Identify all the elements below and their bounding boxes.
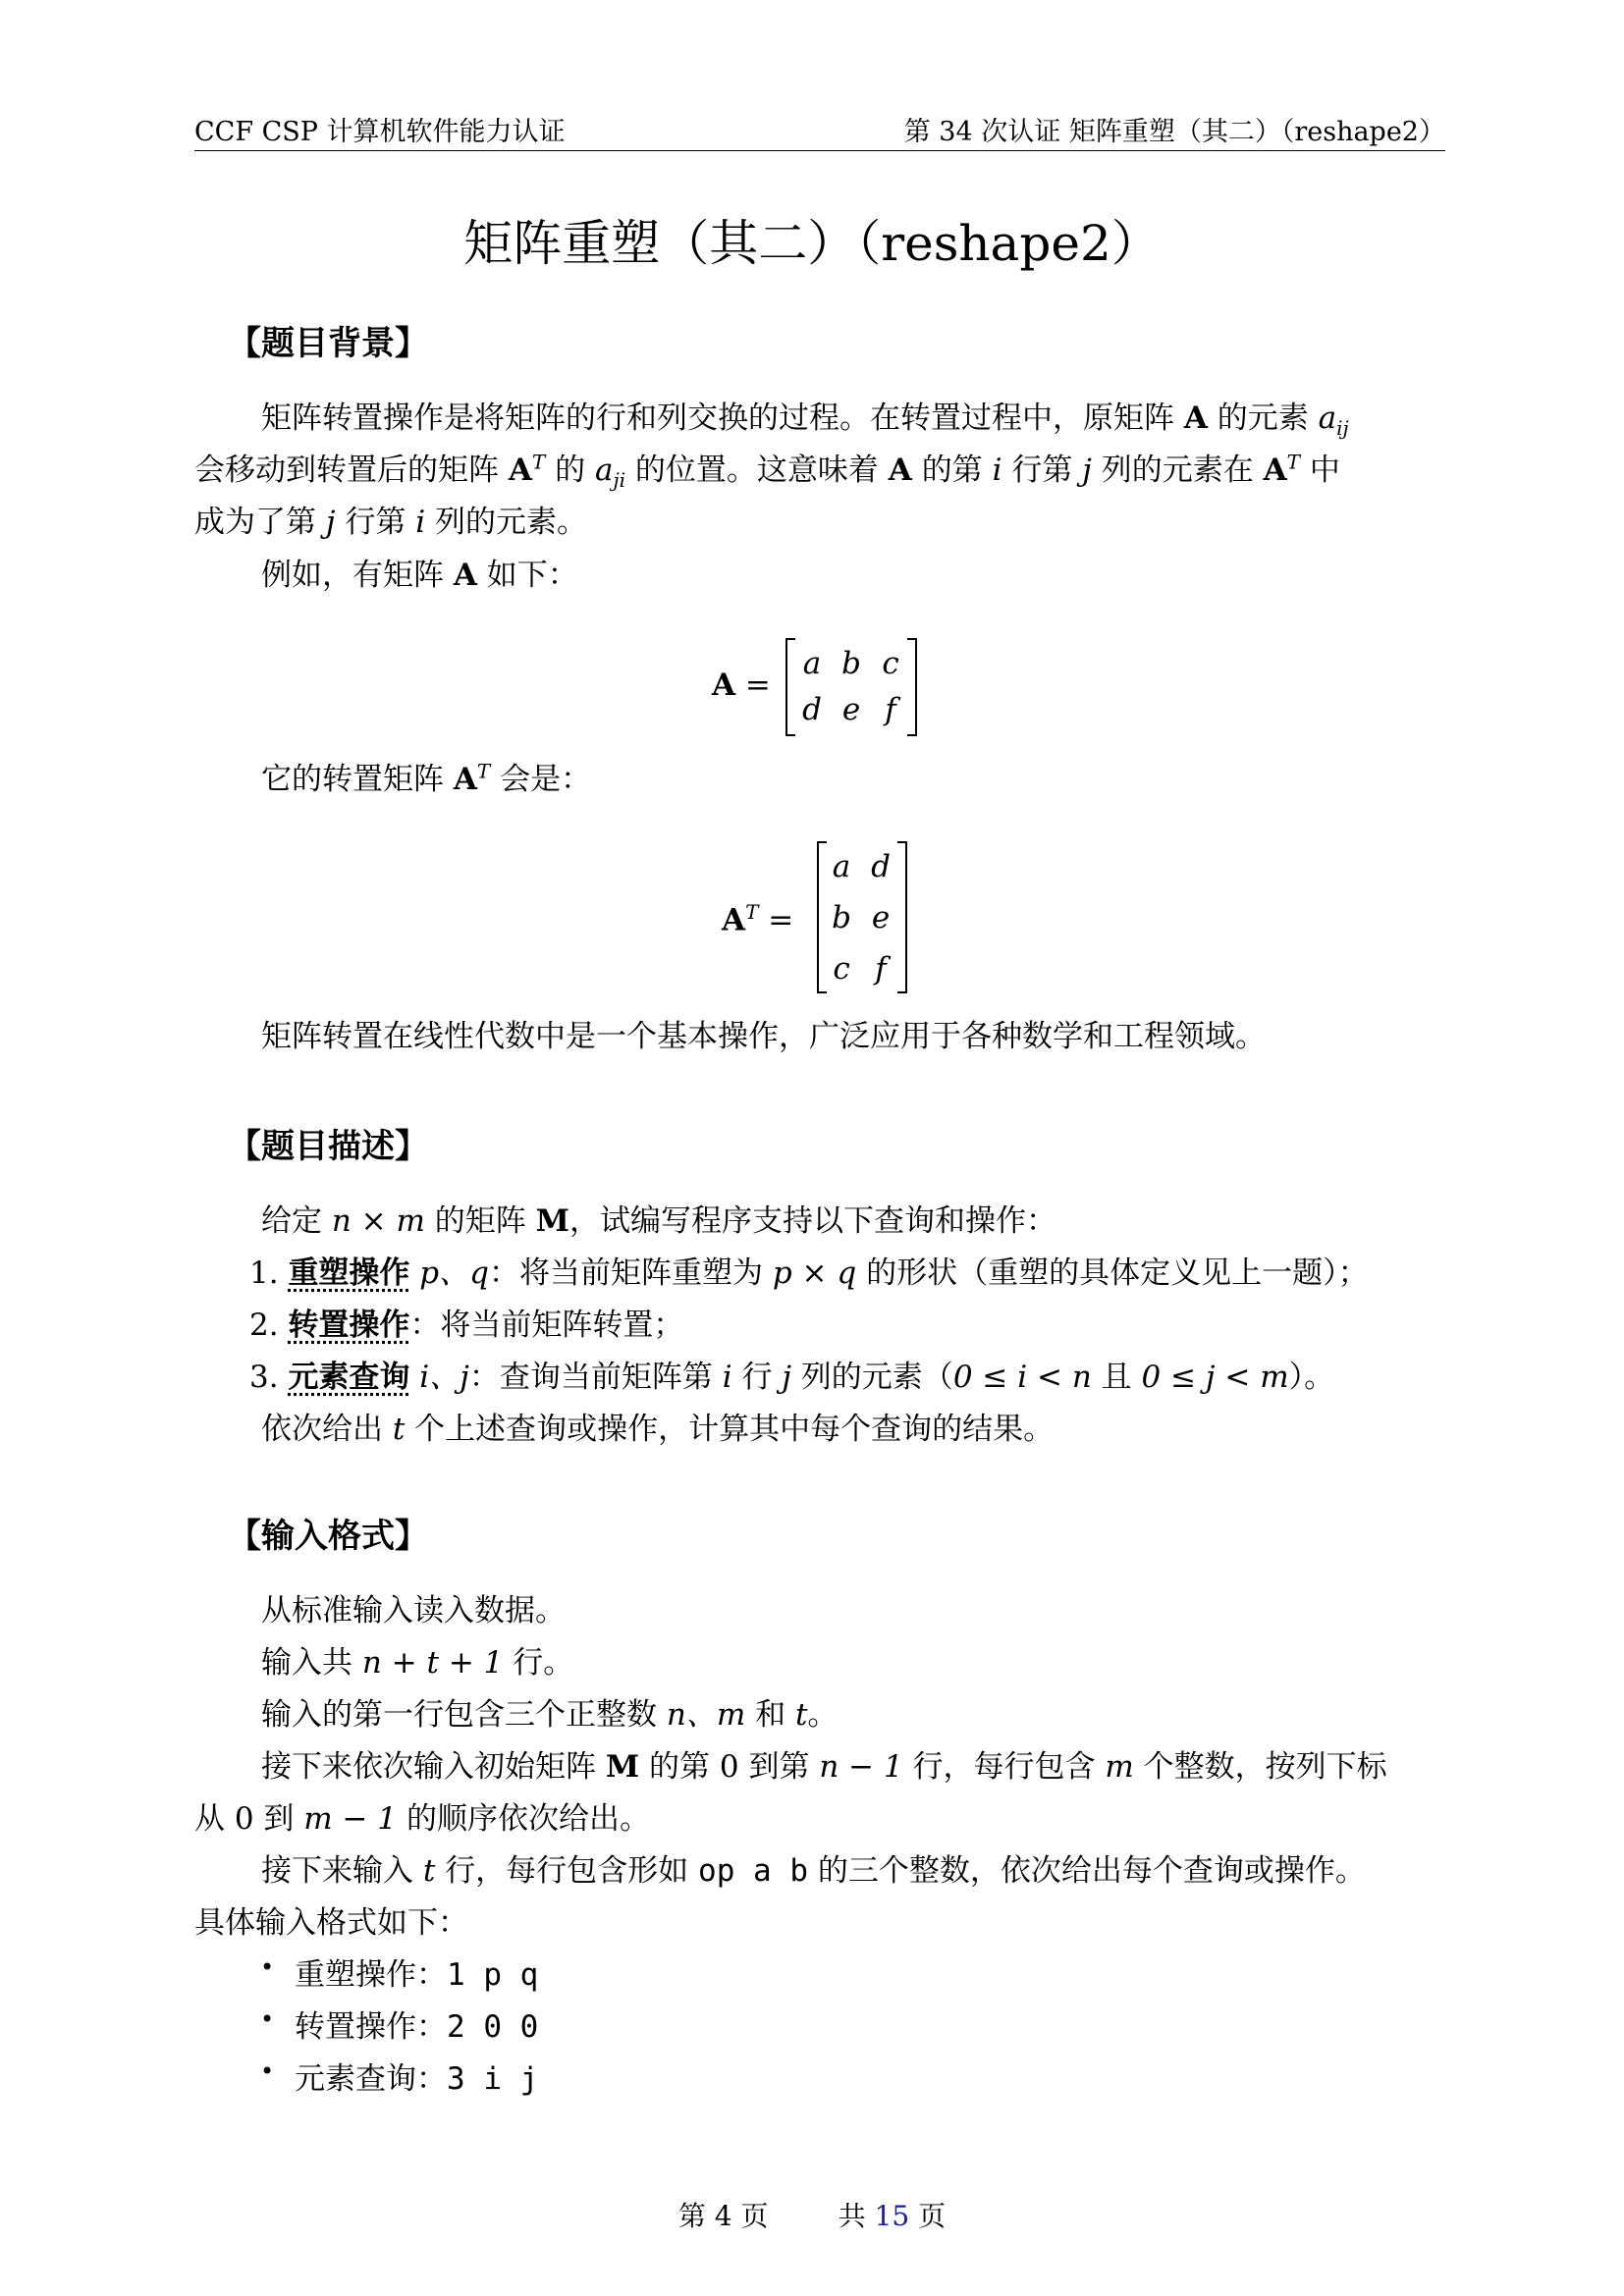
description-item-transpose: 2. 转置操作：将当前矩阵转置；: [249, 1308, 684, 1343]
input-line-7: 具体输入格式如下：: [194, 1905, 468, 1941]
background-paragraph-line-1: 矩阵转置操作是将矩阵的行和列交换的过程。在转置过程中，原矩阵 A 的元素 $a_{ij}$: [261, 400, 1349, 441]
matrix-AT-cell: e: [871, 900, 891, 935]
matrix-A-cell: a: [802, 646, 822, 681]
description-item-reshape: 1. 重塑操作 p、q：将当前矩阵重塑为 p × q 的形状（重塑的具体定义见上一题）；: [249, 1255, 1369, 1291]
matrix-A-cell: b: [841, 646, 861, 681]
matrix-AT-cell: c: [833, 951, 850, 987]
background-paragraph-line-3: 成为了第 j 行第 i 列的元素。: [194, 505, 587, 540]
section-heading-description: 【题目描述】: [228, 1127, 428, 1166]
matrix-AT: [817, 841, 907, 993]
description-item-query: 3. 元素查询 i、j：查询当前矩阵第 i 行 j 列的元素（0 ≤ i < n 且 0 ≤ j < m）。: [249, 1360, 1335, 1395]
bullet-marker: •: [260, 2005, 275, 2033]
input-line-6: 接下来输入 t 行，每行包含形如 op a b 的三个整数，依次给出每个查询或操作。: [261, 1853, 1366, 1889]
background-paragraph-line-2: 会移动到转置后的矩阵 $A^T$ 的 $a_{ji}$ 的位置。这意味着 A 的第 i 行第 j 列的元素在 $A^T$ 中: [194, 450, 1340, 493]
bullet-marker: •: [260, 1953, 275, 1981]
header-left: CCF CSP 计算机软件能力认证: [194, 117, 566, 147]
input-line-1: 从标准输入读入数据。: [261, 1593, 566, 1629]
input-line-5: 从 0 到 m − 1 的顺序依次给出。: [194, 1801, 650, 1837]
matrix-AT-cell: a: [832, 849, 851, 884]
example-intro: 例如，有矩阵 A 如下：: [261, 558, 578, 593]
matrix-AT-cell: f: [875, 951, 887, 987]
matrix-AT-cell: d: [871, 849, 891, 884]
header-rule: [194, 150, 1445, 151]
input-bullet-reshape: 重塑操作：1 p q: [295, 1957, 539, 1993]
page-number: 第 4 页: [677, 2200, 769, 2232]
matrix-A: [785, 638, 917, 736]
input-line-4: 接下来依次输入初始矩阵 M 的第 0 到第 n − 1 行，每行包含 m 个整数，按列下标: [261, 1749, 1387, 1785]
input-bullet-transpose: 转置操作：2 0 0: [295, 2009, 539, 2045]
description-closing: 依次给出 t 个上述查询或操作，计算其中每个查询的结果。: [261, 1412, 1055, 1447]
header-right: 第 34 次认证 矩阵重塑（其二）（reshape2）: [903, 117, 1445, 147]
bullet-marker: •: [260, 2057, 275, 2085]
matrix-AT-cell: b: [832, 900, 851, 935]
matrix-A-cell: f: [885, 692, 896, 727]
input-bullet-query: 元素查询：3 i j: [295, 2061, 539, 2097]
page-title: 矩阵重塑（其二）（reshape2）: [463, 215, 1161, 272]
matrix-A-cell: c: [882, 646, 899, 681]
matrix-A-cell: e: [841, 692, 861, 727]
background-closing: 矩阵转置在线性代数中是一个基本操作，广泛应用于各种数学和工程领域。: [261, 1019, 1266, 1054]
section-heading-input: 【输入格式】: [228, 1517, 428, 1556]
transpose-intro: 它的转置矩阵 $A^T$ 会是：: [261, 759, 592, 797]
matrix-A-cell: d: [802, 692, 822, 727]
page-footer: [0, 2195, 1624, 2234]
input-line-3: 输入的第一行包含三个正整数 n、m 和 t。: [261, 1697, 839, 1733]
description-intro: 给定 n × m 的矩阵 M，试编写程序支持以下查询和操作：: [261, 1203, 1056, 1239]
section-heading-background: 【题目背景】: [228, 324, 428, 363]
document-page: CCF CSP 计算机软件能力认证 第 34 次认证 矩阵重塑（其二）（reshape2） 矩阵重塑（其二）（reshape2） 【题目背景】 矩阵转置操作是将矩阵的行和列交换的过程。在转置过程中，原矩阵 A 的元素 $a_{ij}$ 会移动到转置后的矩阵 $A^T$ 的 $a_{ji}$ 的位置。这意味着 A 的第 i 行第 j 列的元素在 $A^T$ 中 成为了第 j 行第 i 列的元素。 例如，有矩阵 A 如下： A = a b c d e f 它的转置矩阵 $A^T$ 会是： $A^T$ = a d b e c f 矩阵转置在线性代数中是一个基本操作，广泛应用于各种数学和工程领域。 【题目描述】 给定 n × m 的矩阵 M，试编写程序支持以下查询和操作： 1. 重塑操作 p、q：将当前矩阵重塑为 p × q 的形状（重塑的具体定义见上一题）； 2. 转置操作：将当前矩阵转置； 3. 元素查询 i、j：查询当前矩阵第 i 行 j 列的元素（0 ≤ i < n 且 0 ≤ j < m）。 依次给出 t 个上述查询或操作，计算其中每个查询的结果。 【输入格式】 从标准输入读入数据。 输入共 n + t + 1 行。 输入的第一行包含三个正整数 n、m 和 t。 接下来依次输入初始矩阵 M 的第 0 到第 n − 1 行，每行包含 m 个整数，按列下标 从 0 到 m − 1 的顺序依次给出。 接下来输入 t 行，每行包含形如 op a b 的三个整数，依次给出每个查询或操作。 具体输入格式如下： • 重塑操作：1 p q • 转置操作：2 0 0 • 元素查询：3 i j 第 4 页 共 15 页: [0, 0, 1624, 2296]
input-line-2: 输入共 n + t + 1 行。: [261, 1645, 574, 1681]
page-total: 共 15 页: [838, 2200, 947, 2232]
